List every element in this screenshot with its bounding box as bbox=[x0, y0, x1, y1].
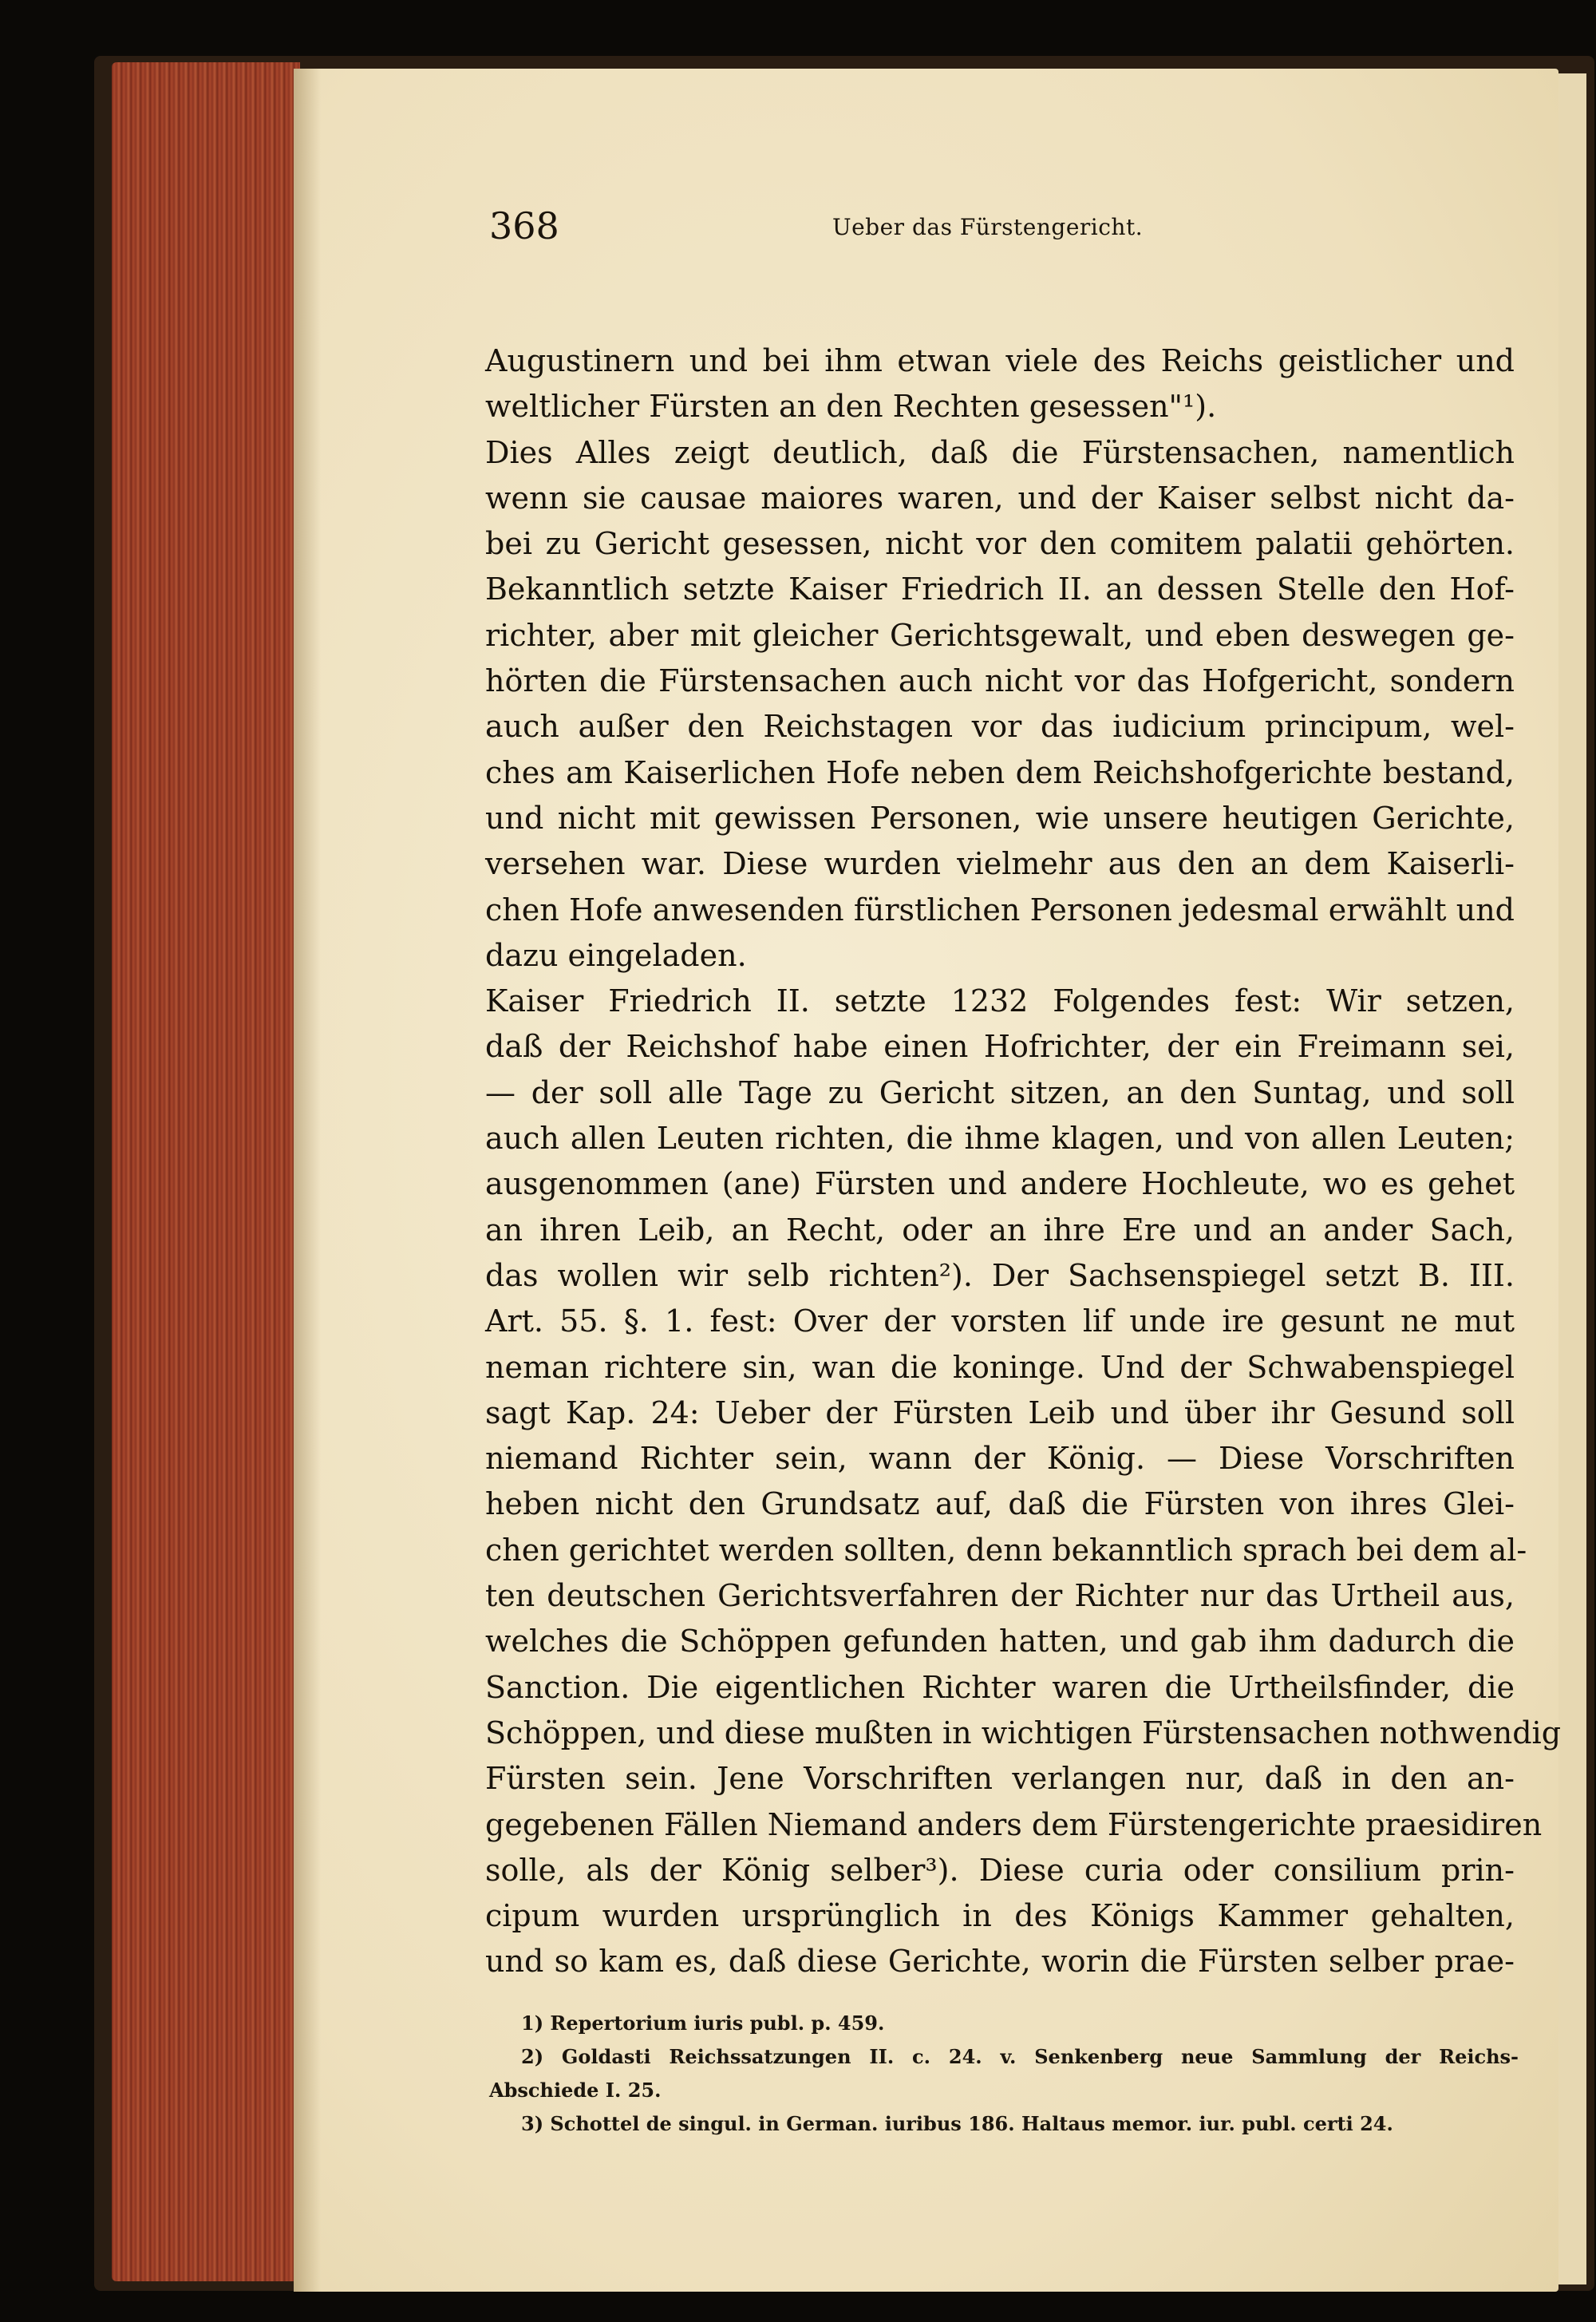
text-line: richter, aber mit gleicher Gerichtsgewalt, und eben deswegen ge- bbox=[485, 617, 1515, 653]
text-line: gegebenen Fällen Niemand anders dem Fürstengerichte praesidiren bbox=[485, 1806, 1543, 1842]
text-line: Fürsten sein. Jene Vorschriften verlangen nur, daß in den an- bbox=[485, 1761, 1515, 1797]
text-line: — der soll alle Tage zu Gericht sitzen, an den Suntag, und soll bbox=[485, 1074, 1515, 1110]
text-line: Augustinern und bei ihm etwan viele des Reichs geistlicher und bbox=[485, 343, 1515, 378]
text-line: und so kam es, daß diese Gerichte, worin die Fürsten selber prae- bbox=[485, 1944, 1515, 1980]
running-head: Ueber das Fürstengericht. bbox=[832, 214, 1144, 240]
text-line: Dies Alles zeigt deutlich, daß die Fürstensachen, namentlich bbox=[485, 434, 1515, 470]
text-line: chen Hofe anwesenden fürstlichen Personen jedesmal erwählt und bbox=[485, 892, 1515, 928]
page-number: 368 bbox=[489, 204, 559, 247]
footnote: 3) Schottel de singul. in German. iuribus 186. Haltaus memor. iur. publ. certi 24. bbox=[521, 2112, 1393, 2135]
footnote: Abschiede I. 25. bbox=[489, 2079, 662, 2102]
book-page bbox=[294, 69, 1562, 2292]
text-line: Bekanntlich setzte Kaiser Friedrich II. an dessen Stelle den Hof- bbox=[485, 572, 1515, 607]
page-edges bbox=[112, 62, 300, 2281]
text-line: daß der Reichshof habe einen Hofrichter, der ein Freimann sei, bbox=[485, 1029, 1515, 1065]
text-line: und nicht mit gewissen Personen, wie unsere heutigen Gerichte, bbox=[485, 800, 1515, 836]
text-line: neman richtere sin, wan die koninge. Und der Schwabenspiegel bbox=[485, 1349, 1515, 1385]
text-line: auch allen Leuten richten, die ihme klagen, und von allen Leuten; bbox=[485, 1121, 1515, 1157]
text-line: bei zu Gericht gesessen, nicht vor den comitem palatii gehörten. bbox=[485, 526, 1515, 562]
text-line: ten deutschen Gerichtsverfahren der Richter nur das Urtheil aus, bbox=[485, 1578, 1515, 1614]
text-line: auch außer den Reichstagen vor das iudicium principum, wel- bbox=[485, 709, 1515, 745]
text-line: das wollen wir selb richten²). Der Sachsenspiegel setzt B. III. bbox=[485, 1257, 1515, 1293]
text-line: dazu eingeladen. bbox=[485, 937, 747, 973]
text-line: ches am Kaiserlichen Hofe neben dem Reichshofgerichte bestand, bbox=[485, 754, 1515, 790]
body-text bbox=[485, 338, 1562, 1985]
text-line: heben nicht den Grundsatz auf, daß die Fürsten von ihres Glei- bbox=[485, 1486, 1515, 1522]
text-line: Sanction. Die eigentlichen Richter waren die Urtheilsfinder, die bbox=[485, 1669, 1515, 1705]
text-line: Art. 55. §. 1. fest: Over der vorsten lif unde ire gesunt ne mut bbox=[485, 1303, 1515, 1339]
text-line: chen gerichtet werden sollten, denn bekanntlich sprach bei dem al- bbox=[485, 1532, 1527, 1568]
text-line: weltlicher Fürsten an den Rechten gesessen"¹). bbox=[485, 389, 1217, 425]
text-line: wenn sie causae maiores waren, und der Kaiser selbst nicht da- bbox=[485, 480, 1515, 516]
text-line: ausgenommen (ane) Fürsten und andere Hochleute, wo es gehet bbox=[485, 1166, 1515, 1202]
page-header bbox=[489, 204, 1519, 252]
text-line: niemand Richter sein, wann der König. — Diese Vorschriften bbox=[485, 1441, 1515, 1477]
text-line: welches die Schöppen gefunden hatten, und gab ihm dadurch die bbox=[485, 1624, 1515, 1659]
text-line: versehen war. Diese wurden vielmehr aus den an dem Kaiserli- bbox=[485, 846, 1515, 882]
text-line: cipum wurden ursprünglich in des Königs Kammer gehalten, bbox=[485, 1898, 1515, 1934]
footnote: 2) Goldasti Reichssatzungen II. c. 24. v. Senkenberg neue Sammlung der Reichs- bbox=[521, 2045, 1519, 2068]
text-line: solle, als der König selber³). Diese curia oder consilium prin- bbox=[485, 1852, 1515, 1888]
text-line: an ihren Leib, an Recht, oder an ihre Ere und an ander Sach, bbox=[485, 1212, 1515, 1248]
footnote: 1) Repertorium iuris publ. p. 459. bbox=[521, 2011, 885, 2035]
text-line: Kaiser Friedrich II. setzte 1232 Folgendes fest: Wir setzen, bbox=[485, 983, 1515, 1019]
footnotes bbox=[489, 2007, 1519, 2141]
text-line: Schöppen, und diese mußten in wichtigen Fürstensachen nothwendig bbox=[485, 1715, 1562, 1750]
page-gutter bbox=[294, 69, 321, 2292]
text-line: sagt Kap. 24: Ueber der Fürsten Leib und über ihr Gesund soll bbox=[485, 1394, 1515, 1430]
text-line: hörten die Fürstensachen auch nicht vor das Hofgericht, sondern bbox=[485, 663, 1515, 699]
